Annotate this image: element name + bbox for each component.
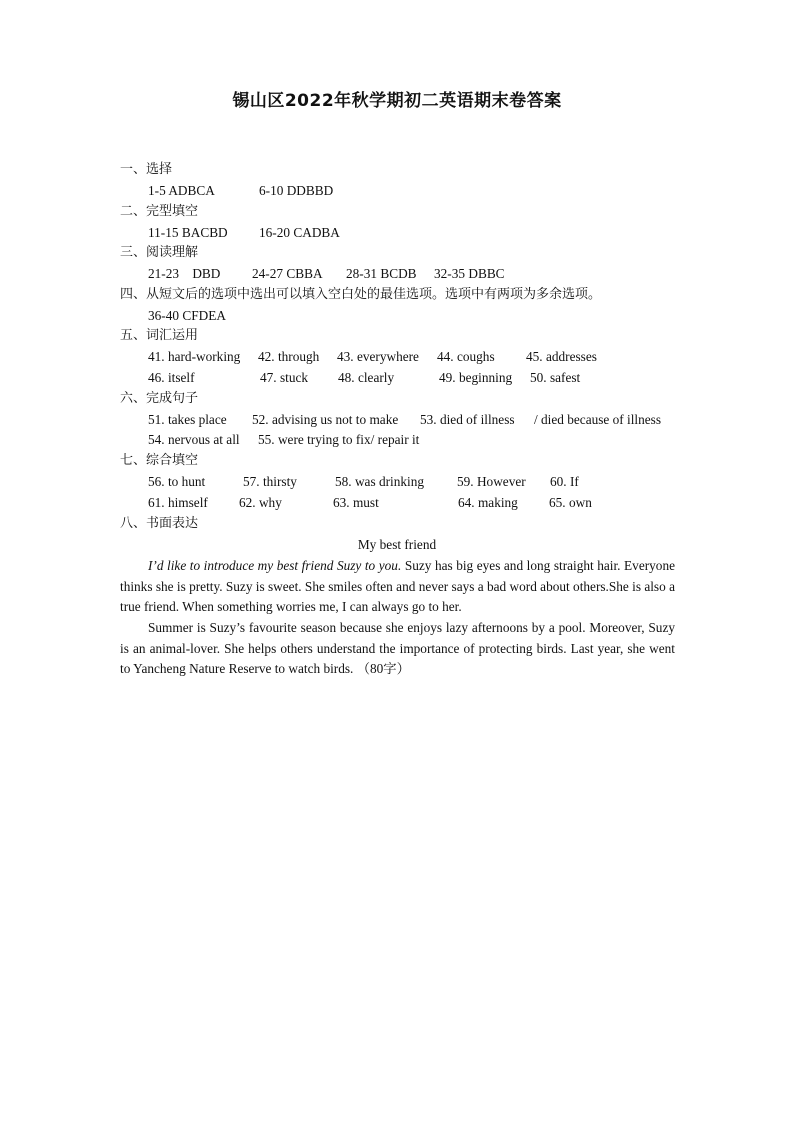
answer-item: 47. stuck	[260, 370, 309, 385]
answer-item: 43. everywhere	[337, 349, 419, 364]
answer-item: 59. However	[457, 474, 526, 489]
section-8-label: 八、书面表达	[120, 516, 199, 531]
answer-item: / died because of illness	[534, 412, 662, 427]
answer-item: 42. through	[258, 349, 320, 364]
section-3-label: 三、阅读理解	[120, 245, 199, 260]
answer-item: 64. making	[458, 495, 518, 510]
answer-item: 61. himself	[148, 495, 208, 510]
answer-item: 50. safest	[530, 370, 581, 385]
answer-item: 54. nervous at all	[148, 432, 240, 447]
answer-item: 46. itself	[148, 370, 195, 385]
answer-item: 28-31 BCDB	[346, 266, 417, 281]
answer-item: 63. must	[333, 495, 379, 510]
answer-item: 48. clearly	[338, 370, 395, 385]
page-title: 锡山区2022年秋学期初二英语期末卷答案	[232, 91, 562, 111]
answer-item: 62. why	[239, 495, 282, 510]
essay-paragraph-2: Summer is Suzy’s favourite season because she enjoys lazy afternoons by a pool. Moreover, Suzy is an animal-lover. She helps others understand the importance of protecting birds. Last year, she went to Yancheng Nature Reserve to watch birds. （80字）	[120, 620, 675, 677]
answer-item: 60. If	[550, 474, 579, 489]
answer-item: 53. died of illness	[420, 412, 515, 427]
answer-item: 36-40 CFDEA	[148, 308, 226, 323]
essay-paragraph-1	[120, 556, 675, 618]
answer-item: 58. was drinking	[335, 474, 425, 489]
essay-paragraph-1-text: Suzy has big eyes and long straight hair. Everyone thinks she is pretty. Suzy is sweet. She smiles often and never says a bad word about others.She is also a true friend. When something worries me, I can always go to her.	[120, 558, 675, 615]
answer-item: 55. were trying to fix/ repair it	[258, 432, 420, 447]
essay-title: My best friend	[357, 537, 437, 552]
section-2-label: 二、完型填空	[120, 204, 199, 219]
answer-item: 41. hard-working	[148, 349, 241, 364]
answer-item: 16-20 CADBA	[259, 225, 340, 240]
answer-item: 51. takes place	[148, 412, 227, 427]
answer-item: 11-15 BACBD	[148, 225, 228, 240]
answer-item: 32-35 DBBC	[434, 266, 505, 281]
answer-item: 1-5 ADBCA	[148, 183, 215, 198]
section-5-label: 五、词汇运用	[120, 328, 199, 343]
answer-item: 52. advising us not to make	[252, 412, 399, 427]
answer-item: 24-27 CBBA	[252, 266, 323, 281]
answer-item: 6-10 DDBBD	[259, 183, 334, 198]
section-1-label: 一、选择	[120, 162, 173, 177]
section-6-label: 六、完成句子	[120, 391, 199, 406]
answer-item: 56. to hunt	[148, 474, 206, 489]
answer-item: 57. thirsty	[243, 474, 297, 489]
section-7-label: 七、综合填空	[120, 453, 199, 468]
essay-opening-sentence: I’d like to introduce my best friend Suzy to you.	[148, 558, 402, 573]
answer-item: 44. coughs	[437, 349, 495, 364]
section-4-label: 四、从短文后的选项中选出可以填入空白处的最佳选项。选项中有两项为多余选项。	[120, 287, 602, 302]
answer-item: 21-23 DBD	[148, 266, 221, 281]
answer-item: 45. addresses	[526, 349, 597, 364]
answer-item: 49. beginning	[439, 370, 513, 385]
answer-item: 65. own	[549, 495, 592, 510]
